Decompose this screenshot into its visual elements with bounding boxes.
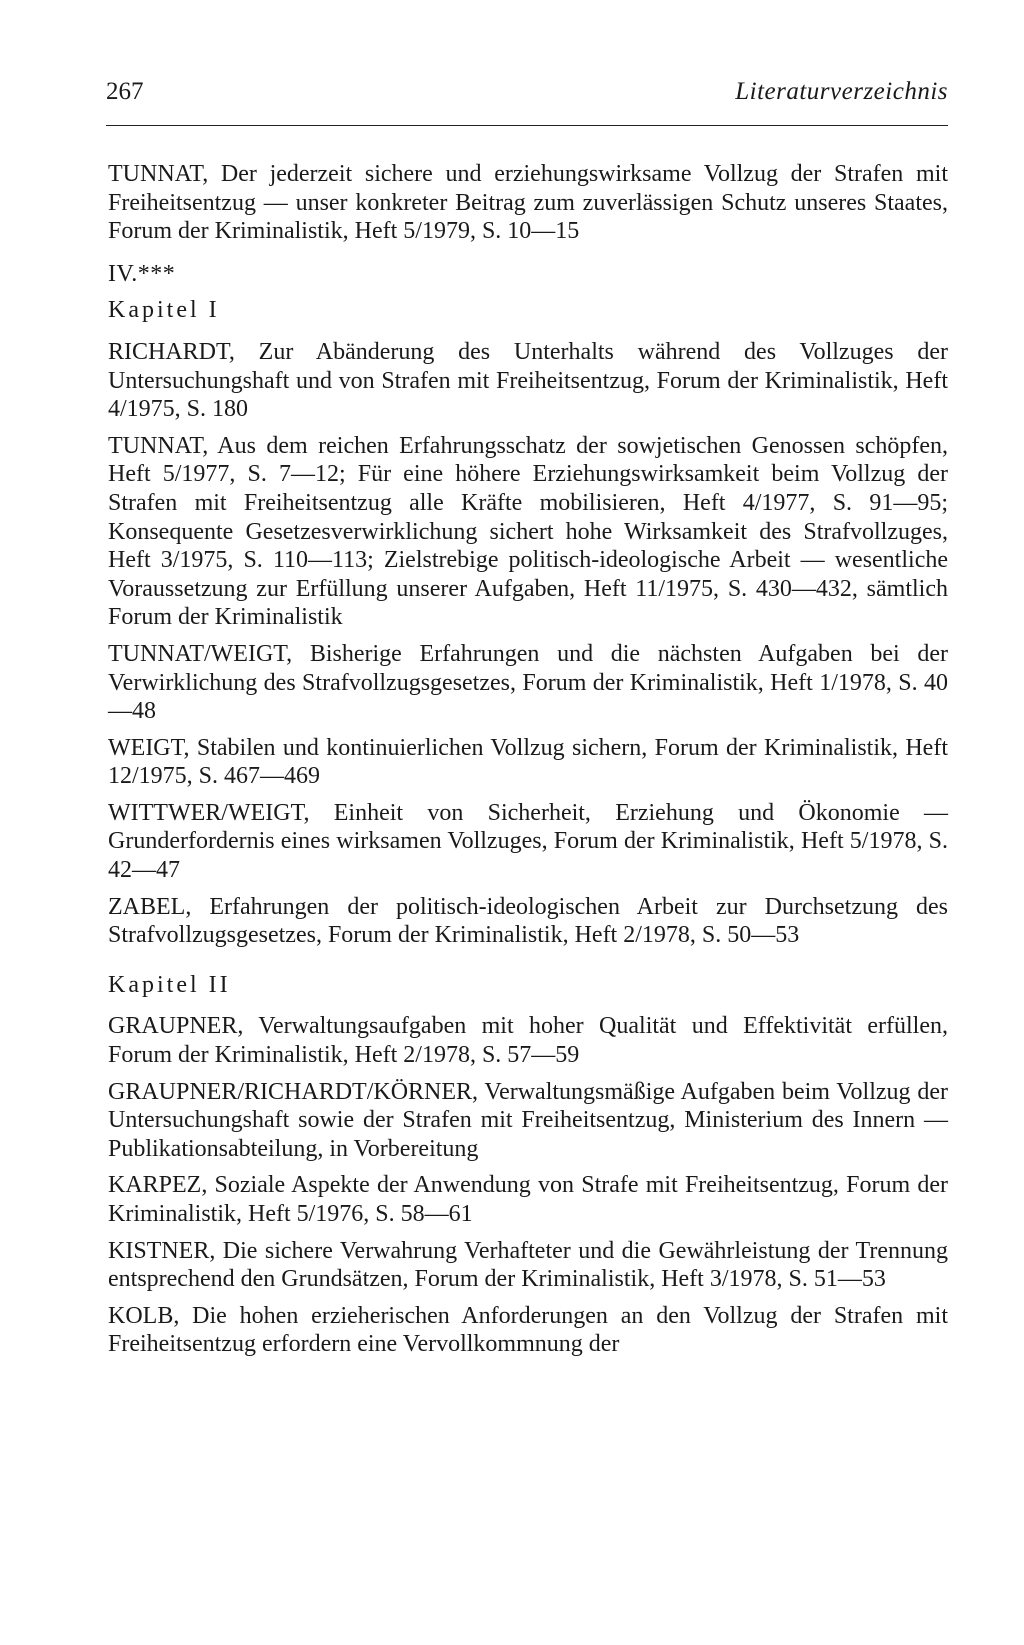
chapter-heading-1: Kapitel I: [108, 297, 220, 324]
header-rule: [106, 125, 948, 126]
bibliography-entry: ZABEL, Erfahrungen der politisch-ideologischen Arbeit zur Durchsetzung des Strafvollzugsgesetzes, Forum der Kriminalistik, Heft 2/1978, S. 50—53: [108, 893, 948, 949]
bibliography-entry: TUNNAT, Der jederzeit sichere und erziehungswirksame Vollzug der Strafen mit Freiheitsentzug — unser konkreter Beitrag zum zuverlässigen Schutz unseres Staates, Forum der Kriminalistik, Heft 5/1979, S. 10—15: [108, 161, 948, 245]
bibliography-body: [108, 160, 948, 1367]
bibliography-entry: KOLB, Die hohen erzieherischen Anforderungen an den Vollzug der Strafen mit Freiheitsentzug erfordern eine Vervollkommnung der: [108, 1302, 948, 1358]
bibliography-entry: WEIGT, Stabilen und kontinuierlichen Vollzug sichern, Forum der Kriminalistik, Heft 12/1975, S. 467—469: [108, 734, 948, 790]
page-header: [106, 72, 948, 112]
page-number: 267: [106, 78, 144, 105]
bibliography-entry: KISTNER, Die sichere Verwahrung Verhafteter und die Gewährleistung der Trennung entsprechend den Grundsätzen, Forum der Kriminalistik, Heft 3/1978, S. 51—53: [108, 1237, 948, 1293]
bibliography-entry: GRAUPNER/RICHARDT/KÖRNER, Verwaltungsmäßige Aufgaben beim Vollzug der Untersuchungshaft sowie der Strafen mit Freiheitsentzug, Ministerium des Innern — Publikationsabteilung, in Vorbereitung: [108, 1078, 948, 1162]
bibliography-entry: TUNNAT/WEIGT, Bisherige Erfahrungen und die nächsten Aufgaben bei der Verwirklichung des Strafvollzugsgesetzes, Forum der Kriminalistik, Heft 1/1978, S. 40—48: [108, 640, 948, 725]
bibliography-entry: GRAUPNER, Verwaltungsaufgaben mit hoher Qualität und Effektivität erfüllen, Forum der Kriminalistik, Heft 2/1978, S. 57—59: [108, 1013, 948, 1069]
section-label: IV.***: [108, 260, 176, 287]
chapter-heading-2: Kapitel II: [108, 971, 231, 998]
bibliography-entry: TUNNAT, Aus dem reichen Erfahrungsschatz der sowjetischen Genossen schöpfen, Heft 5/1977, S. 7—12; Für eine höhere Erziehungswirksamkeit beim Vollzug der Strafen mit Freiheitsentzug alle Kräfte mobilisieren, Heft 4/1977, S. 91—95; Konsequente Gesetzesverwirklichung sichert hohe Wirksamkeit des Strafvollzuges, Heft 3/1975, S. 110—113; Zielstrebige politisch-ideologische Arbeit — wesentliche Voraussetzung zur Erfüllung unserer Aufgaben, Heft 11/1975, S. 430—432, sämtlich Forum der Kriminalistik: [108, 432, 948, 631]
bibliography-entry: WITTWER/WEIGT, Einheit von Sicherheit, Erziehung und Ökonomie — Grunderfordernis eines wirksamen Vollzuges, Forum der Kriminalistik, Heft 5/1978, S. 42—47: [108, 799, 948, 884]
bibliography-entry: KARPEZ, Soziale Aspekte der Anwendung von Strafe mit Freiheitsentzug, Forum der Kriminalistik, Heft 5/1976, S. 58—61: [108, 1172, 948, 1227]
running-title: Literaturverzeichnis: [735, 78, 948, 105]
bibliography-entry: RICHARDT, Zur Abänderung des Unterhalts während des Vollzuges der Untersuchungshaft und von Strafen mit Freiheitsentzug, Forum der Kriminalistik, Heft 4/1975, S. 180: [108, 338, 948, 423]
